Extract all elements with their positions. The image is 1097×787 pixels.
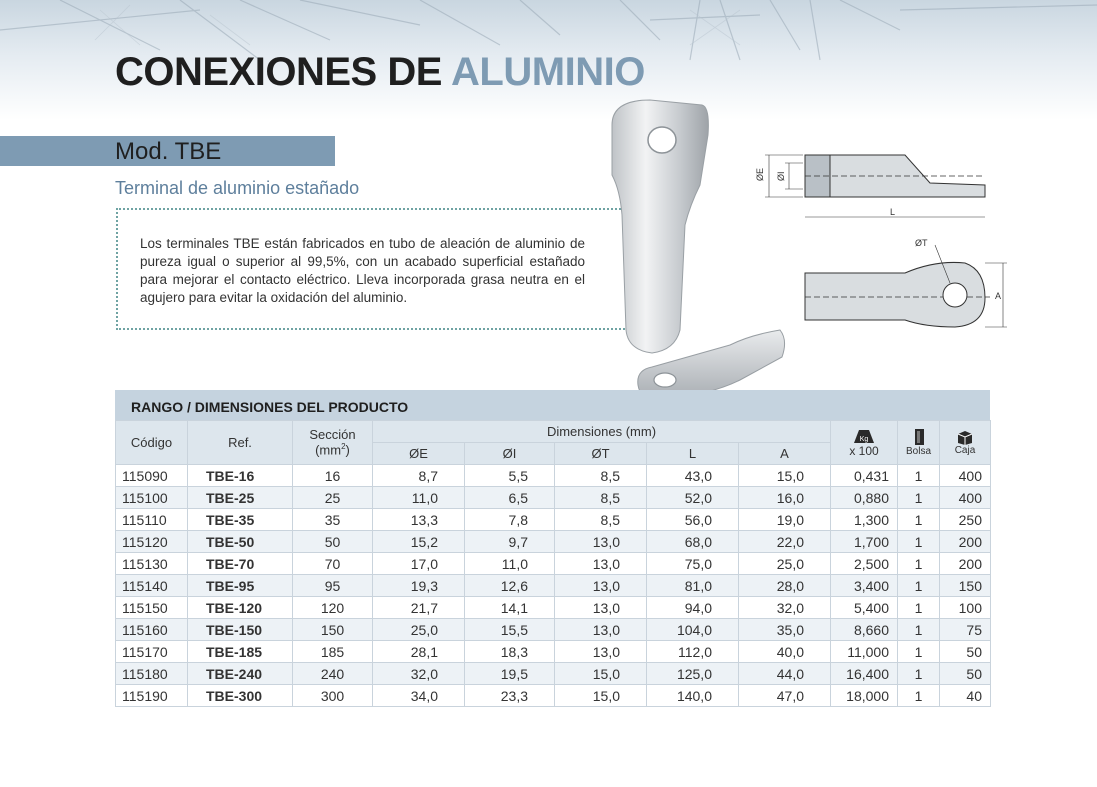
cell-l: 52,0 (647, 487, 739, 509)
col-seccion-unit-sup: 2 (341, 442, 346, 452)
cell-oe: 25,0 (373, 619, 465, 641)
cell-l: 81,0 (647, 575, 739, 597)
cell-a: 28,0 (739, 575, 831, 597)
cell-a: 22,0 (739, 531, 831, 553)
cell-codigo: 115180 (116, 663, 188, 685)
cell-oe: 28,1 (373, 641, 465, 663)
cell-bolsa: 1 (898, 465, 940, 487)
cell-seccion: 25 (293, 487, 373, 509)
cell-ot: 15,0 (555, 685, 647, 707)
col-caja-label: Caja (954, 445, 976, 456)
col-bolsa-label: Bolsa (905, 446, 931, 457)
cell-kg: 18,000 (831, 685, 898, 707)
cell-caja: 50 (940, 641, 991, 663)
title-part-2: ALUMINIO (451, 50, 645, 94)
col-seccion-label: Sección (309, 427, 356, 443)
cell-bolsa: 1 (898, 619, 940, 641)
cell-oi: 5,5 (465, 465, 555, 487)
table-row (116, 619, 991, 641)
table-row (116, 575, 991, 597)
cell-codigo: 115090 (116, 465, 188, 487)
cell-ot: 13,0 (555, 575, 647, 597)
cell-bolsa: 1 (898, 641, 940, 663)
cell-ref: TBE-50 (188, 531, 293, 553)
cell-oi: 6,5 (465, 487, 555, 509)
cell-codigo: 115170 (116, 641, 188, 663)
cell-codigo: 115140 (116, 575, 188, 597)
cell-ref: TBE-300 (188, 685, 293, 707)
cell-kg: 0,880 (831, 487, 898, 509)
cell-ref: TBE-120 (188, 597, 293, 619)
cell-oi: 9,7 (465, 531, 555, 553)
cell-a: 19,0 (739, 509, 831, 531)
col-l: L (647, 443, 739, 465)
cell-a: 40,0 (739, 641, 831, 663)
cell-caja: 75 (940, 619, 991, 641)
cell-oe: 21,7 (373, 597, 465, 619)
cell-ot: 13,0 (555, 597, 647, 619)
cell-kg: 1,300 (831, 509, 898, 531)
weight-icon (853, 428, 875, 444)
title-part-1: CONEXIONES DE (115, 50, 442, 94)
col-ot: ØT (555, 443, 647, 465)
cell-seccion: 120 (293, 597, 373, 619)
col-seccion-unit-end: ) (345, 442, 350, 458)
label-ot: ØT (915, 238, 928, 248)
cell-ref: TBE-25 (188, 487, 293, 509)
col-a: A (739, 443, 831, 465)
cell-codigo: 115120 (116, 531, 188, 553)
label-oi: ØI (776, 171, 786, 181)
cell-l: 112,0 (647, 641, 739, 663)
cell-ref: TBE-16 (188, 465, 293, 487)
cell-ref: TBE-150 (188, 619, 293, 641)
cell-l: 68,0 (647, 531, 739, 553)
col-dimensiones: Dimensiones (mm) (373, 421, 831, 443)
cell-l: 43,0 (647, 465, 739, 487)
cell-seccion: 150 (293, 619, 373, 641)
label-l: L (890, 207, 896, 217)
col-kg (831, 421, 898, 465)
cell-ot: 13,0 (555, 641, 647, 663)
product-subtitle: Terminal de aluminio estañado (115, 178, 360, 198)
cell-codigo: 115100 (116, 487, 188, 509)
cell-ot: 15,0 (555, 663, 647, 685)
cell-oi: 23,3 (465, 685, 555, 707)
cell-codigo: 115160 (116, 619, 188, 641)
cell-ot: 13,0 (555, 531, 647, 553)
cell-l: 104,0 (647, 619, 739, 641)
table-row (116, 597, 991, 619)
table-row (116, 487, 991, 509)
col-seccion (293, 421, 373, 465)
cell-oi: 15,5 (465, 619, 555, 641)
label-a: A (995, 291, 1002, 301)
table-row (116, 641, 991, 663)
cell-a: 32,0 (739, 597, 831, 619)
page-title (115, 50, 645, 95)
cell-oe: 8,7 (373, 465, 465, 487)
product-photo (590, 95, 800, 415)
cell-ref: TBE-95 (188, 575, 293, 597)
table-row (116, 465, 991, 487)
table-row (116, 663, 991, 685)
col-caja (940, 421, 991, 465)
cell-ref: TBE-240 (188, 663, 293, 685)
cell-a: 25,0 (739, 553, 831, 575)
cell-kg: 16,400 (831, 663, 898, 685)
col-kg-label: x 100 (849, 443, 879, 458)
cell-kg: 5,400 (831, 597, 898, 619)
product-table-section (115, 390, 990, 707)
technical-drawing-side (745, 145, 995, 225)
cell-oi: 12,6 (465, 575, 555, 597)
cell-caja: 100 (940, 597, 991, 619)
cell-oe: 34,0 (373, 685, 465, 707)
label-oe: ØE (755, 167, 765, 181)
cell-codigo: 115190 (116, 685, 188, 707)
col-codigo: Código (116, 421, 188, 465)
cell-kg: 0,431 (831, 465, 898, 487)
cell-kg: 2,500 (831, 553, 898, 575)
cell-a: 47,0 (739, 685, 831, 707)
cell-bolsa: 1 (898, 509, 940, 531)
cell-kg: 1,700 (831, 531, 898, 553)
col-oi: ØI (465, 443, 555, 465)
col-bolsa (898, 421, 940, 465)
cell-oi: 19,5 (465, 663, 555, 685)
cell-ot: 13,0 (555, 619, 647, 641)
table-section-title: RANGO / DIMENSIONES DEL PRODUCTO (115, 390, 990, 420)
cell-oi: 7,8 (465, 509, 555, 531)
technical-drawing-top (785, 235, 1015, 335)
cell-kg: 8,660 (831, 619, 898, 641)
cell-oe: 19,3 (373, 575, 465, 597)
col-seccion-unit: (mm (315, 442, 342, 458)
cell-seccion: 185 (293, 641, 373, 663)
cell-seccion: 16 (293, 465, 373, 487)
cell-codigo: 115110 (116, 509, 188, 531)
cell-seccion: 240 (293, 663, 373, 685)
cell-a: 44,0 (739, 663, 831, 685)
cell-a: 16,0 (739, 487, 831, 509)
cell-oe: 32,0 (373, 663, 465, 685)
cell-caja: 400 (940, 487, 991, 509)
cell-a: 35,0 (739, 619, 831, 641)
box-icon (956, 429, 974, 445)
col-oe: ØE (373, 443, 465, 465)
cell-ref: TBE-35 (188, 509, 293, 531)
product-table (115, 420, 991, 707)
cell-oi: 11,0 (465, 553, 555, 575)
cell-l: 56,0 (647, 509, 739, 531)
table-row (116, 509, 991, 531)
cell-bolsa: 1 (898, 553, 940, 575)
cell-bolsa: 1 (898, 663, 940, 685)
cell-kg: 11,000 (831, 641, 898, 663)
cell-ref: TBE-70 (188, 553, 293, 575)
product-table-body (116, 465, 991, 707)
cell-bolsa: 1 (898, 531, 940, 553)
cell-caja: 250 (940, 509, 991, 531)
cell-codigo: 115130 (116, 553, 188, 575)
cell-seccion: 95 (293, 575, 373, 597)
table-row (116, 553, 991, 575)
cell-oi: 18,3 (465, 641, 555, 663)
cell-caja: 200 (940, 531, 991, 553)
cell-oi: 14,1 (465, 597, 555, 619)
cell-caja: 150 (940, 575, 991, 597)
cell-seccion: 50 (293, 531, 373, 553)
cell-seccion: 300 (293, 685, 373, 707)
cell-bolsa: 1 (898, 575, 940, 597)
cell-bolsa: 1 (898, 487, 940, 509)
cell-ot: 13,0 (555, 553, 647, 575)
bag-icon (912, 428, 926, 446)
cell-caja: 400 (940, 465, 991, 487)
cell-ref: TBE-185 (188, 641, 293, 663)
cell-l: 125,0 (647, 663, 739, 685)
table-row (116, 531, 991, 553)
cell-l: 140,0 (647, 685, 739, 707)
cell-bolsa: 1 (898, 685, 940, 707)
table-row (116, 685, 991, 707)
cell-a: 15,0 (739, 465, 831, 487)
cell-codigo: 115150 (116, 597, 188, 619)
cell-caja: 40 (940, 685, 991, 707)
cell-seccion: 70 (293, 553, 373, 575)
weight-icon-label: Kg (859, 435, 869, 443)
cell-oe: 17,0 (373, 553, 465, 575)
cell-l: 75,0 (647, 553, 739, 575)
cell-ot: 8,5 (555, 487, 647, 509)
cell-oe: 15,2 (373, 531, 465, 553)
cell-caja: 200 (940, 553, 991, 575)
cell-seccion: 35 (293, 509, 373, 531)
cell-caja: 50 (940, 663, 991, 685)
cell-oe: 11,0 (373, 487, 465, 509)
cell-bolsa: 1 (898, 597, 940, 619)
col-ref: Ref. (188, 421, 293, 465)
cell-ot: 8,5 (555, 509, 647, 531)
cell-oe: 13,3 (373, 509, 465, 531)
model-label: Mod. TBE (115, 138, 222, 165)
cell-ot: 8,5 (555, 465, 647, 487)
cell-kg: 3,400 (831, 575, 898, 597)
cell-l: 94,0 (647, 597, 739, 619)
product-description: Los terminales TBE están fabricados en tubo de aleación de aluminio de pureza igual o superior al 99,5%, con un acabado superficial estañado para mejorar el contacto eléctrico. Lleva incorporada grasa neutra en el agujero para evitar la oxidación del aluminio. (140, 236, 585, 305)
